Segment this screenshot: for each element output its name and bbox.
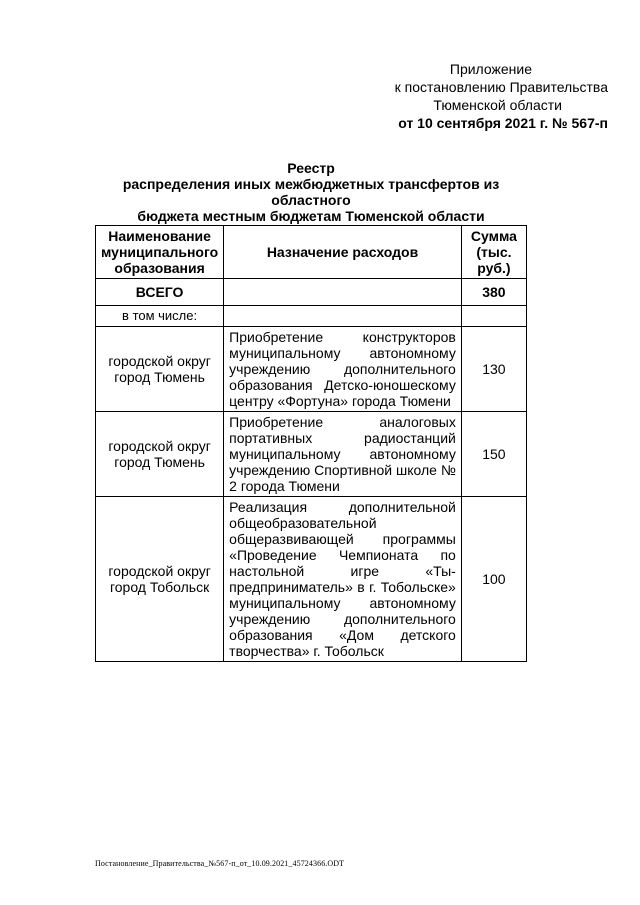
row-purpose: Реализация дополнительной общеобразовательной общеразвивающей программы «Проведение Чемпионата по настольной игре «Ты-предприниматель» в г. Тобольске» муниципальному автономному учреждению дополнительного образования «Дом детского творчества» г. Тобольск xyxy=(224,497,462,662)
row-municipality: городской округ город Тюмень xyxy=(96,327,224,412)
subtotal-label: в том числе: xyxy=(96,306,224,327)
table-header-row xyxy=(96,226,527,279)
table-row xyxy=(96,497,527,662)
row-sum: 100 xyxy=(461,497,526,662)
total-row xyxy=(96,279,527,306)
total-label: ВСЕГО xyxy=(96,279,224,306)
row-purpose: Приобретение аналоговых портативных радиостанций муниципальному автономному учреждению Спортивной школе № 2 города Тюмени xyxy=(224,412,462,497)
document-title xyxy=(95,160,527,224)
header-sum: Сумма (тыс. руб.) xyxy=(461,226,526,279)
subtotal-row xyxy=(96,306,527,327)
subtotal-sum-empty xyxy=(461,306,526,327)
appendix-region: Тюменской области xyxy=(433,97,562,113)
appendix-label: Приложение xyxy=(449,61,532,77)
appendix-date-number: от 10 сентября 2021 г. № 567-п xyxy=(398,115,608,131)
row-sum: 150 xyxy=(461,412,526,497)
row-sum: 130 xyxy=(461,327,526,412)
table-row xyxy=(96,412,527,497)
title-line-3: бюджета местным бюджетам Тюменской области xyxy=(137,208,485,224)
header-purpose: Назначение расходов xyxy=(224,226,462,279)
title-line-2: распределения иных межбюджетных трансфертов из областного xyxy=(122,176,500,208)
appendix-block xyxy=(348,60,608,132)
header-municipality: Наименование муниципального образования xyxy=(96,226,224,279)
subtotal-purpose-empty xyxy=(224,306,462,327)
row-municipality: городской округ город Тобольск xyxy=(96,497,224,662)
row-purpose: Приобретение конструкторов муниципальному автономному учреждению дополнительного образования Детско-юношескому центру «Фортуна» города Тюмени xyxy=(224,327,462,412)
appendix-resolution-ref: к постановлению Правительства xyxy=(394,79,608,95)
row-municipality: городской округ город Тюмень xyxy=(96,412,224,497)
document-footer: Постановление_Правительства_№567-п_от_10.09.2021_45724366.ODT xyxy=(95,859,345,868)
title-line-1: Реестр xyxy=(287,160,335,176)
total-value: 380 xyxy=(461,279,526,306)
registry-table xyxy=(95,225,527,662)
table-row xyxy=(96,327,527,412)
total-purpose-empty xyxy=(224,279,462,306)
